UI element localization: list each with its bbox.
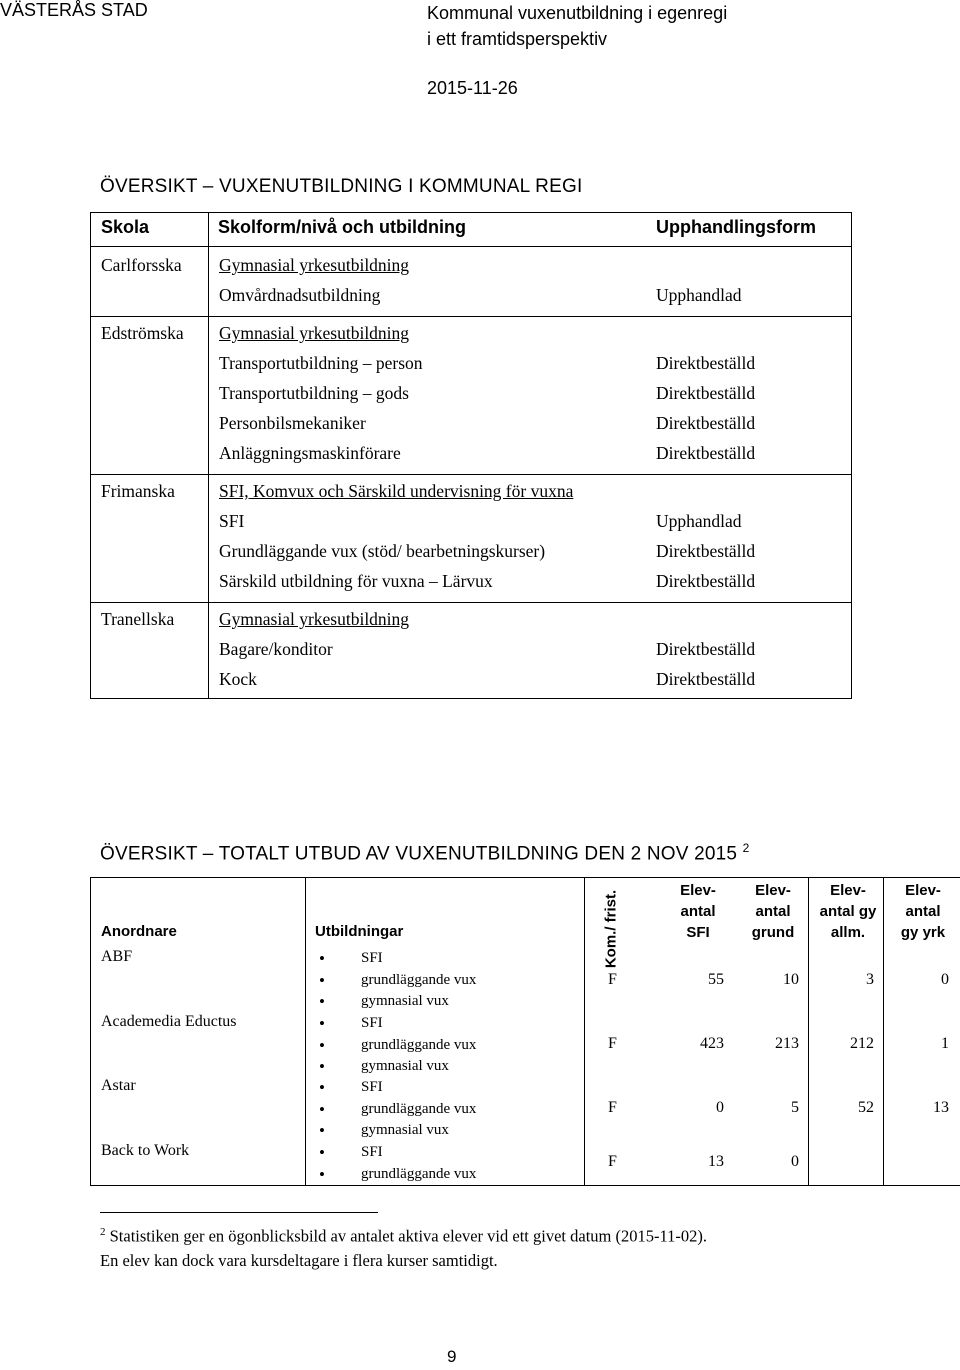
- section2-title: [100, 841, 750, 865]
- list-item: • grundläggande vux: [311, 1164, 476, 1186]
- list-item: • gymnasial vux: [311, 1056, 476, 1078]
- list-item: • grundläggande vux: [311, 970, 476, 992]
- footnote-text-line1: Statistiken ger en ögonblicksbild av antalet aktiva elever vid ett givet datum (2015-11-02).: [109, 1226, 707, 1246]
- school-name: Frimanska: [101, 481, 175, 501]
- education-offering-table: [90, 877, 960, 1186]
- sfi-count: 13: [708, 1153, 724, 1170]
- provider-name: ABF: [101, 948, 133, 965]
- list-item: • SFI: [311, 948, 476, 970]
- gy-yrk-count: 0: [941, 971, 949, 988]
- program-item: Transportutbildning – gods: [219, 383, 409, 403]
- column-header-elevantal-gy-yrk: Elev- antal gy yrk: [900, 882, 946, 941]
- list-item: • gymnasial vux: [311, 991, 476, 1013]
- procurement-form: Direktbeställd: [656, 443, 756, 463]
- procurement-form: Direktbeställd: [656, 383, 756, 403]
- school-name: Tranellska: [101, 609, 175, 629]
- gy-yrk-count: 1: [941, 1035, 949, 1052]
- course-list: [311, 1013, 476, 1078]
- column-header-anordnare: Anordnare: [101, 923, 177, 940]
- procurement-form: Upphandlad: [656, 285, 742, 305]
- program-item: Personbilsmekaniker: [219, 413, 366, 433]
- program-item: Särskild utbildning för vuxna – Lärvux: [219, 571, 493, 591]
- list-item: • SFI: [311, 1142, 476, 1164]
- procurement-form: Direktbeställd: [656, 669, 756, 689]
- procurement-form: Direktbeställd: [656, 639, 756, 659]
- program-item: Kock: [219, 669, 257, 689]
- list-item: • grundläggande vux: [311, 1099, 476, 1121]
- school-name: Edströmska: [101, 323, 184, 343]
- list-item: • SFI: [311, 1077, 476, 1099]
- organization-name: VÄSTERÅS STAD: [0, 0, 148, 20]
- column-header-skolform: Skolform/nivå och utbildning: [218, 217, 467, 237]
- gy-allm-count: 52: [858, 1099, 874, 1116]
- document-title: [427, 0, 727, 52]
- course-list: [311, 1142, 476, 1185]
- procurement-form: Direktbeställd: [656, 541, 756, 561]
- gy-allm-count: 212: [850, 1035, 874, 1052]
- list-item: • grundläggande vux: [311, 1035, 476, 1057]
- document-date: 2015-11-26: [427, 78, 518, 98]
- procurement-form: Direktbeställd: [656, 571, 756, 591]
- school-overview-table: [90, 212, 852, 699]
- procurement-form: Direktbeställd: [656, 353, 756, 373]
- sfi-count: 55: [708, 971, 724, 988]
- footnote: [100, 1220, 707, 1273]
- program-category: Gymnasial yrkesutbildning: [219, 609, 410, 629]
- provider-name: Academedia Eductus: [101, 1013, 237, 1030]
- kom-frist-value: F: [608, 1035, 617, 1052]
- program-category: SFI, Komvux och Särskild undervisning för vuxna: [219, 481, 574, 501]
- column-header-elevantal-sfi: Elev- antal SFI: [680, 882, 716, 941]
- section1-title: ÖVERSIKT – VUXENUTBILDNING I KOMMUNAL REGI: [100, 176, 583, 197]
- column-header-elevantal-grund: Elev- antal grund: [751, 882, 795, 941]
- kom-frist-value: F: [608, 1099, 617, 1116]
- program-item: Grundläggande vux (stöd/ bearbetningskurser): [219, 541, 546, 561]
- school-name: Carlforsska: [101, 255, 182, 275]
- footnote-separator: [100, 1212, 378, 1213]
- list-item: • gymnasial vux: [311, 1120, 476, 1142]
- grund-count: 213: [775, 1035, 799, 1052]
- sfi-count: 0: [716, 1099, 724, 1116]
- procurement-form: Direktbeställd: [656, 413, 756, 433]
- procurement-form: Upphandlad: [656, 511, 742, 531]
- kom-frist-value: F: [608, 971, 617, 988]
- program-category: Gymnasial yrkesutbildning: [219, 255, 410, 275]
- document-title-line2: i ett framtidsperspektiv: [427, 29, 608, 49]
- column-header-skola: Skola: [101, 217, 150, 237]
- column-header-kom-frist: Kom./ frist.: [602, 889, 620, 969]
- provider-name: Astar: [101, 1077, 136, 1094]
- grund-count: 0: [791, 1153, 799, 1170]
- course-list: [311, 948, 476, 1013]
- footnote-reference: 2: [742, 841, 750, 855]
- program-item: Bagare/konditor: [219, 639, 333, 659]
- document-title-line1: Kommunal vuxenutbildning i egenregi: [427, 3, 728, 23]
- course-list: [311, 1077, 476, 1142]
- program-item: Transportutbildning – person: [219, 353, 423, 373]
- program-item: SFI: [219, 511, 245, 531]
- footnote-text-line2: En elev kan dock vara kursdeltagare i flera kurser samtidigt.: [100, 1250, 498, 1270]
- provider-name: Back to Work: [101, 1142, 190, 1159]
- grund-count: 5: [791, 1099, 799, 1116]
- column-header-elevantal-gy-allm: Elev- antal gy allm.: [819, 882, 877, 941]
- kom-frist-value: F: [608, 1153, 617, 1170]
- section2-title-text: ÖVERSIKT – TOTALT UTBUD AV VUXENUTBILDNING DEN 2 NOV 2015: [100, 843, 738, 865]
- list-item: • SFI: [311, 1013, 476, 1035]
- gy-yrk-count: 13: [933, 1099, 949, 1116]
- sfi-count: 423: [700, 1035, 724, 1052]
- column-header-upphandlingsform: Upphandlingsform: [656, 217, 816, 237]
- page-number: 9: [447, 1347, 457, 1366]
- program-item: Omvårdnadsutbildning: [219, 285, 381, 305]
- footnote-mark: 2: [100, 1226, 106, 1238]
- program-category: Gymnasial yrkesutbildning: [219, 323, 410, 343]
- gy-allm-count: 3: [866, 971, 874, 988]
- grund-count: 10: [783, 971, 799, 988]
- column-header-utbildningar: Utbildningar: [315, 923, 404, 940]
- program-item: Anläggningsmaskinförare: [219, 443, 401, 463]
